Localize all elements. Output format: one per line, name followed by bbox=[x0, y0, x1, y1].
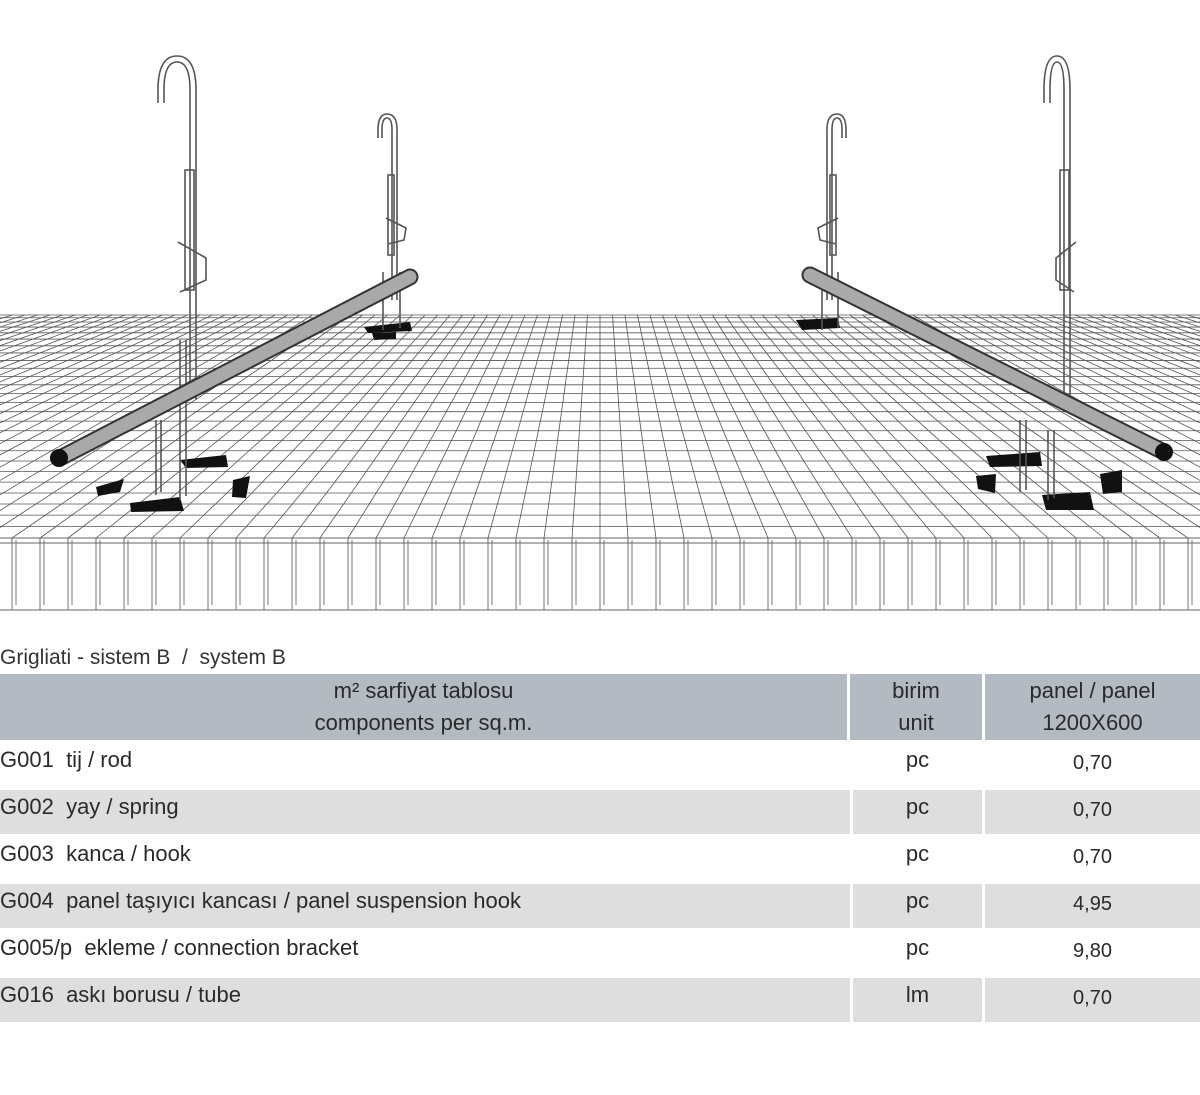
suspension-tubes bbox=[50, 275, 1173, 467]
value-cell: 9,80 bbox=[985, 928, 1200, 975]
suspension-rods bbox=[156, 56, 1076, 500]
table-row bbox=[0, 834, 1200, 881]
unit-cell: lm bbox=[850, 975, 985, 1022]
unit-cell: pc bbox=[850, 834, 985, 881]
grid-front-blades bbox=[0, 538, 1200, 610]
unit-cell: pc bbox=[850, 928, 985, 975]
component-desc: askı borusu / tube bbox=[66, 982, 241, 1007]
component-desc: panel taşıyıcı kancası / panel suspension hook bbox=[66, 888, 522, 913]
component-cell bbox=[0, 787, 850, 834]
component-cell bbox=[0, 928, 850, 975]
component-cell bbox=[0, 881, 850, 928]
unit-cell: pc bbox=[850, 740, 985, 787]
table-row bbox=[0, 740, 1200, 787]
unit-cell: pc bbox=[850, 787, 985, 834]
table-header bbox=[0, 674, 1200, 740]
table-row bbox=[0, 928, 1200, 975]
value-cell: 0,70 bbox=[985, 740, 1200, 787]
component-code: G005/p bbox=[0, 935, 73, 960]
component-desc: tij / rod bbox=[66, 747, 133, 772]
component-desc: ekleme / connection bracket bbox=[84, 935, 359, 960]
table-row bbox=[0, 881, 1200, 928]
component-code: G001 bbox=[0, 747, 54, 772]
component-code: G004 bbox=[0, 888, 54, 913]
header-components: m² sarfiyat tablosu components per sq.m. bbox=[0, 674, 850, 740]
figure-caption: Grigliati - sistem B / system B bbox=[0, 646, 286, 669]
component-cell bbox=[0, 834, 850, 881]
value-cell: 0,70 bbox=[985, 975, 1200, 1022]
value-cell: 4,95 bbox=[985, 881, 1200, 928]
unit-cell: pc bbox=[850, 881, 985, 928]
table-row bbox=[0, 787, 1200, 834]
components-table bbox=[0, 674, 1200, 1022]
component-code: G016 bbox=[0, 982, 54, 1007]
header-unit: birim unit bbox=[850, 674, 985, 740]
component-code: G003 bbox=[0, 841, 54, 866]
table-row bbox=[0, 975, 1200, 1022]
component-desc: yay / spring bbox=[66, 794, 179, 819]
component-desc: kanca / hook bbox=[66, 841, 191, 866]
value-cell: 0,70 bbox=[985, 787, 1200, 834]
component-cell bbox=[0, 740, 850, 787]
component-code: G002 bbox=[0, 794, 54, 819]
header-panel: panel / panel 1200X600 bbox=[985, 674, 1200, 740]
component-cell bbox=[0, 975, 850, 1022]
value-cell: 0,70 bbox=[985, 834, 1200, 881]
